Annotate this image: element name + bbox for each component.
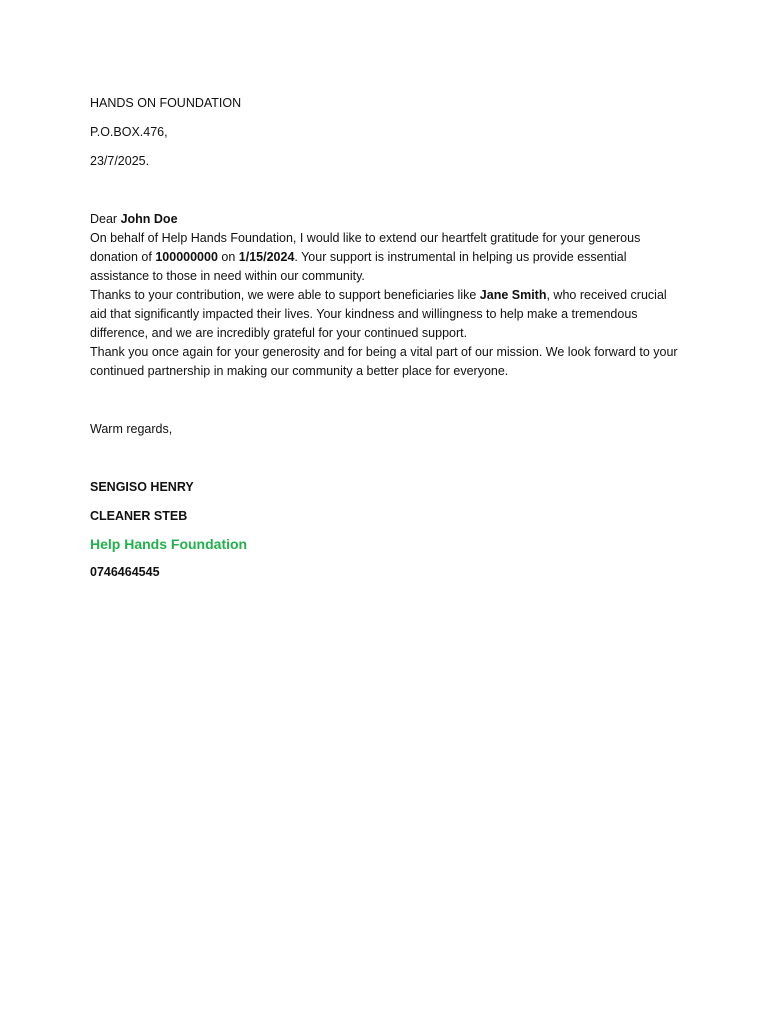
paragraph-text: on bbox=[217, 250, 239, 264]
paragraph-thanks: Thank you once again for your generosity and for being a vital part of our mission. We look forward to your continued partnership in making our community a better place for everyone. bbox=[90, 345, 678, 378]
sender-name: HANDS ON FOUNDATION bbox=[90, 96, 242, 110]
paragraph-gratitude bbox=[90, 229, 680, 286]
paragraph-beneficiaries bbox=[90, 286, 680, 343]
beneficiary-name: Jane Smith bbox=[479, 288, 547, 302]
paragraph-text: On behalf of Help Hands Foundation, I would like to extend our heartfelt gratitude for your generous donation of bbox=[90, 231, 641, 264]
letter bbox=[90, 94, 680, 582]
paragraph-text: , who received crucial aid that significantly impacted their lives. Your kindness and willingness to help make a tremendous difference, and we are incredibly grateful for your continued support. bbox=[90, 288, 667, 340]
greeting bbox=[90, 210, 680, 229]
paragraph-text: Thanks to your contribution, we were able to support beneficiaries like bbox=[90, 288, 480, 302]
donation-date: 1/15/2024 bbox=[238, 250, 295, 264]
signature-name: SENGISO HENRY bbox=[90, 480, 194, 494]
donation-amount: 100000000 bbox=[155, 250, 218, 264]
sender-address: P.O.BOX.476, bbox=[90, 125, 168, 139]
signature-organization: Help Hands Foundation bbox=[90, 536, 248, 552]
salutation: Dear bbox=[90, 212, 118, 226]
signature-phone: 0746464545 bbox=[90, 565, 160, 579]
letter-date: 23/7/2025. bbox=[90, 154, 150, 168]
recipient-name: John Doe bbox=[120, 212, 178, 226]
paragraph-text: . Your support is instrumental in helping us provide essential assistance to those in need within our community. bbox=[90, 250, 627, 283]
closing: Warm regards, bbox=[90, 422, 173, 436]
signature-title: CLEANER STEB bbox=[90, 509, 188, 523]
